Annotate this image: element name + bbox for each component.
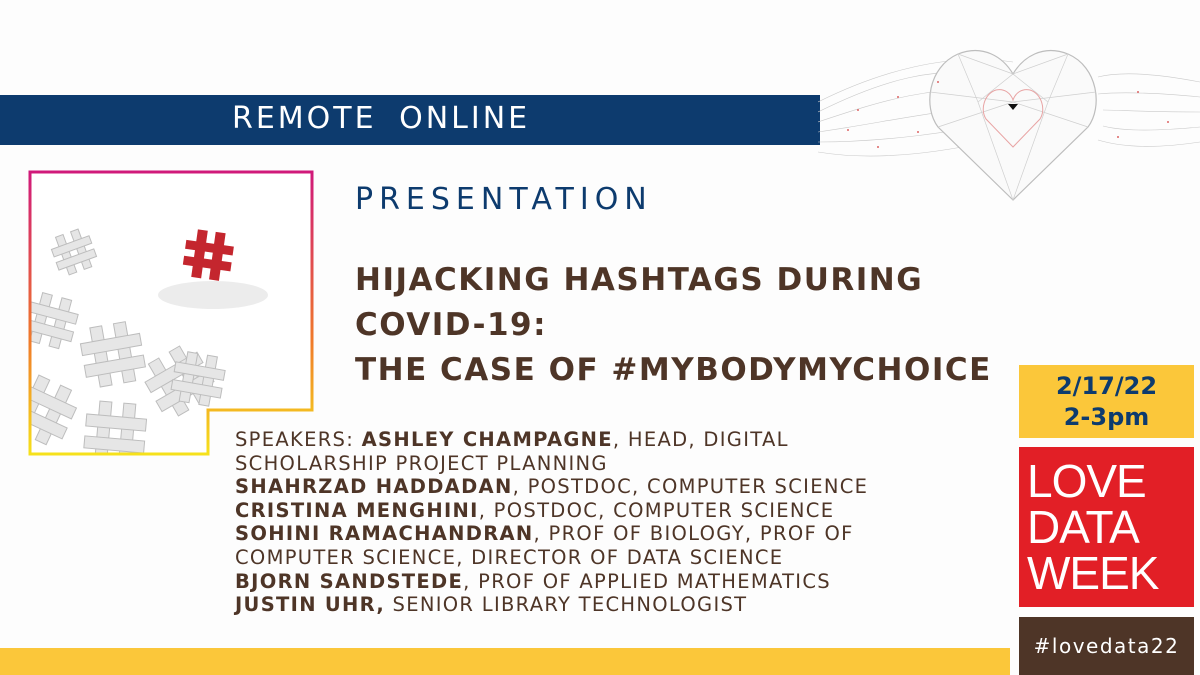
date-box	[1019, 365, 1194, 438]
speaker-name: BJORN SANDSTEDE	[235, 569, 464, 593]
presentation-label: PRESENTATION	[355, 182, 653, 217]
hashtag-blocks-icon	[28, 170, 314, 456]
speakers-intro: SPEAKERS:	[235, 428, 362, 451]
speaker-role: , PROF OF APPLIED MATHEMATICS	[463, 569, 831, 593]
wireframe-heart-icon	[818, 22, 1200, 217]
love-data-week-logo	[1019, 447, 1194, 607]
speaker-name: SHAHRZAD HADDADAN	[235, 475, 513, 499]
speaker-line	[235, 499, 995, 523]
event-time: 2-3pm	[1063, 403, 1150, 431]
speaker-name: ASHLEY CHAMPAGNE	[361, 428, 613, 451]
speaker-line	[235, 522, 995, 546]
logo-line: WEEK	[1027, 547, 1159, 599]
speaker-role: SCHOLARSHIP PROJECT PLANNING	[235, 451, 608, 475]
banner-label: REMOTE ONLINE	[232, 101, 531, 136]
hashtag-label: #lovedata22	[1019, 617, 1194, 675]
speaker-line	[235, 570, 995, 594]
speaker-line	[235, 475, 995, 499]
speaker-line	[235, 593, 995, 617]
event-title	[355, 258, 995, 393]
speaker-role: , POSTDOC, COMPUTER SCIENCE	[478, 498, 835, 522]
speaker-name: SOHINI RAMACHANDRAN	[235, 522, 534, 546]
speaker-line	[235, 428, 995, 452]
speaker-name: JUSTIN UHR,	[235, 593, 386, 617]
speaker-role: , PROF OF BIOLOGY, PROF OF	[533, 522, 854, 546]
logo-line: DATA	[1027, 501, 1139, 553]
title-line: THE CASE OF #MYBODYMYCHOICE	[355, 352, 992, 388]
speaker-name: CRISTINA MENGHINI	[235, 498, 479, 522]
title-line: HIJACKING HASHTAGS DURING	[355, 262, 924, 298]
title-line: COVID-19:	[355, 307, 548, 343]
speaker-role: , POSTDOC, COMPUTER SCIENCE	[512, 475, 869, 499]
speaker-role: COMPUTER SCIENCE, DIRECTOR OF DATA SCIENCE	[235, 545, 784, 569]
speaker-list	[235, 428, 995, 617]
bottom-bar	[0, 648, 1010, 675]
logo-line: LOVE	[1027, 455, 1146, 507]
speaker-line	[235, 546, 995, 570]
speaker-line	[235, 452, 995, 476]
speaker-role: , HEAD, DIGITAL	[612, 428, 789, 451]
speaker-role: SENIOR LIBRARY TECHNOLOGIST	[385, 593, 748, 617]
event-date: 2/17/22	[1055, 372, 1158, 400]
